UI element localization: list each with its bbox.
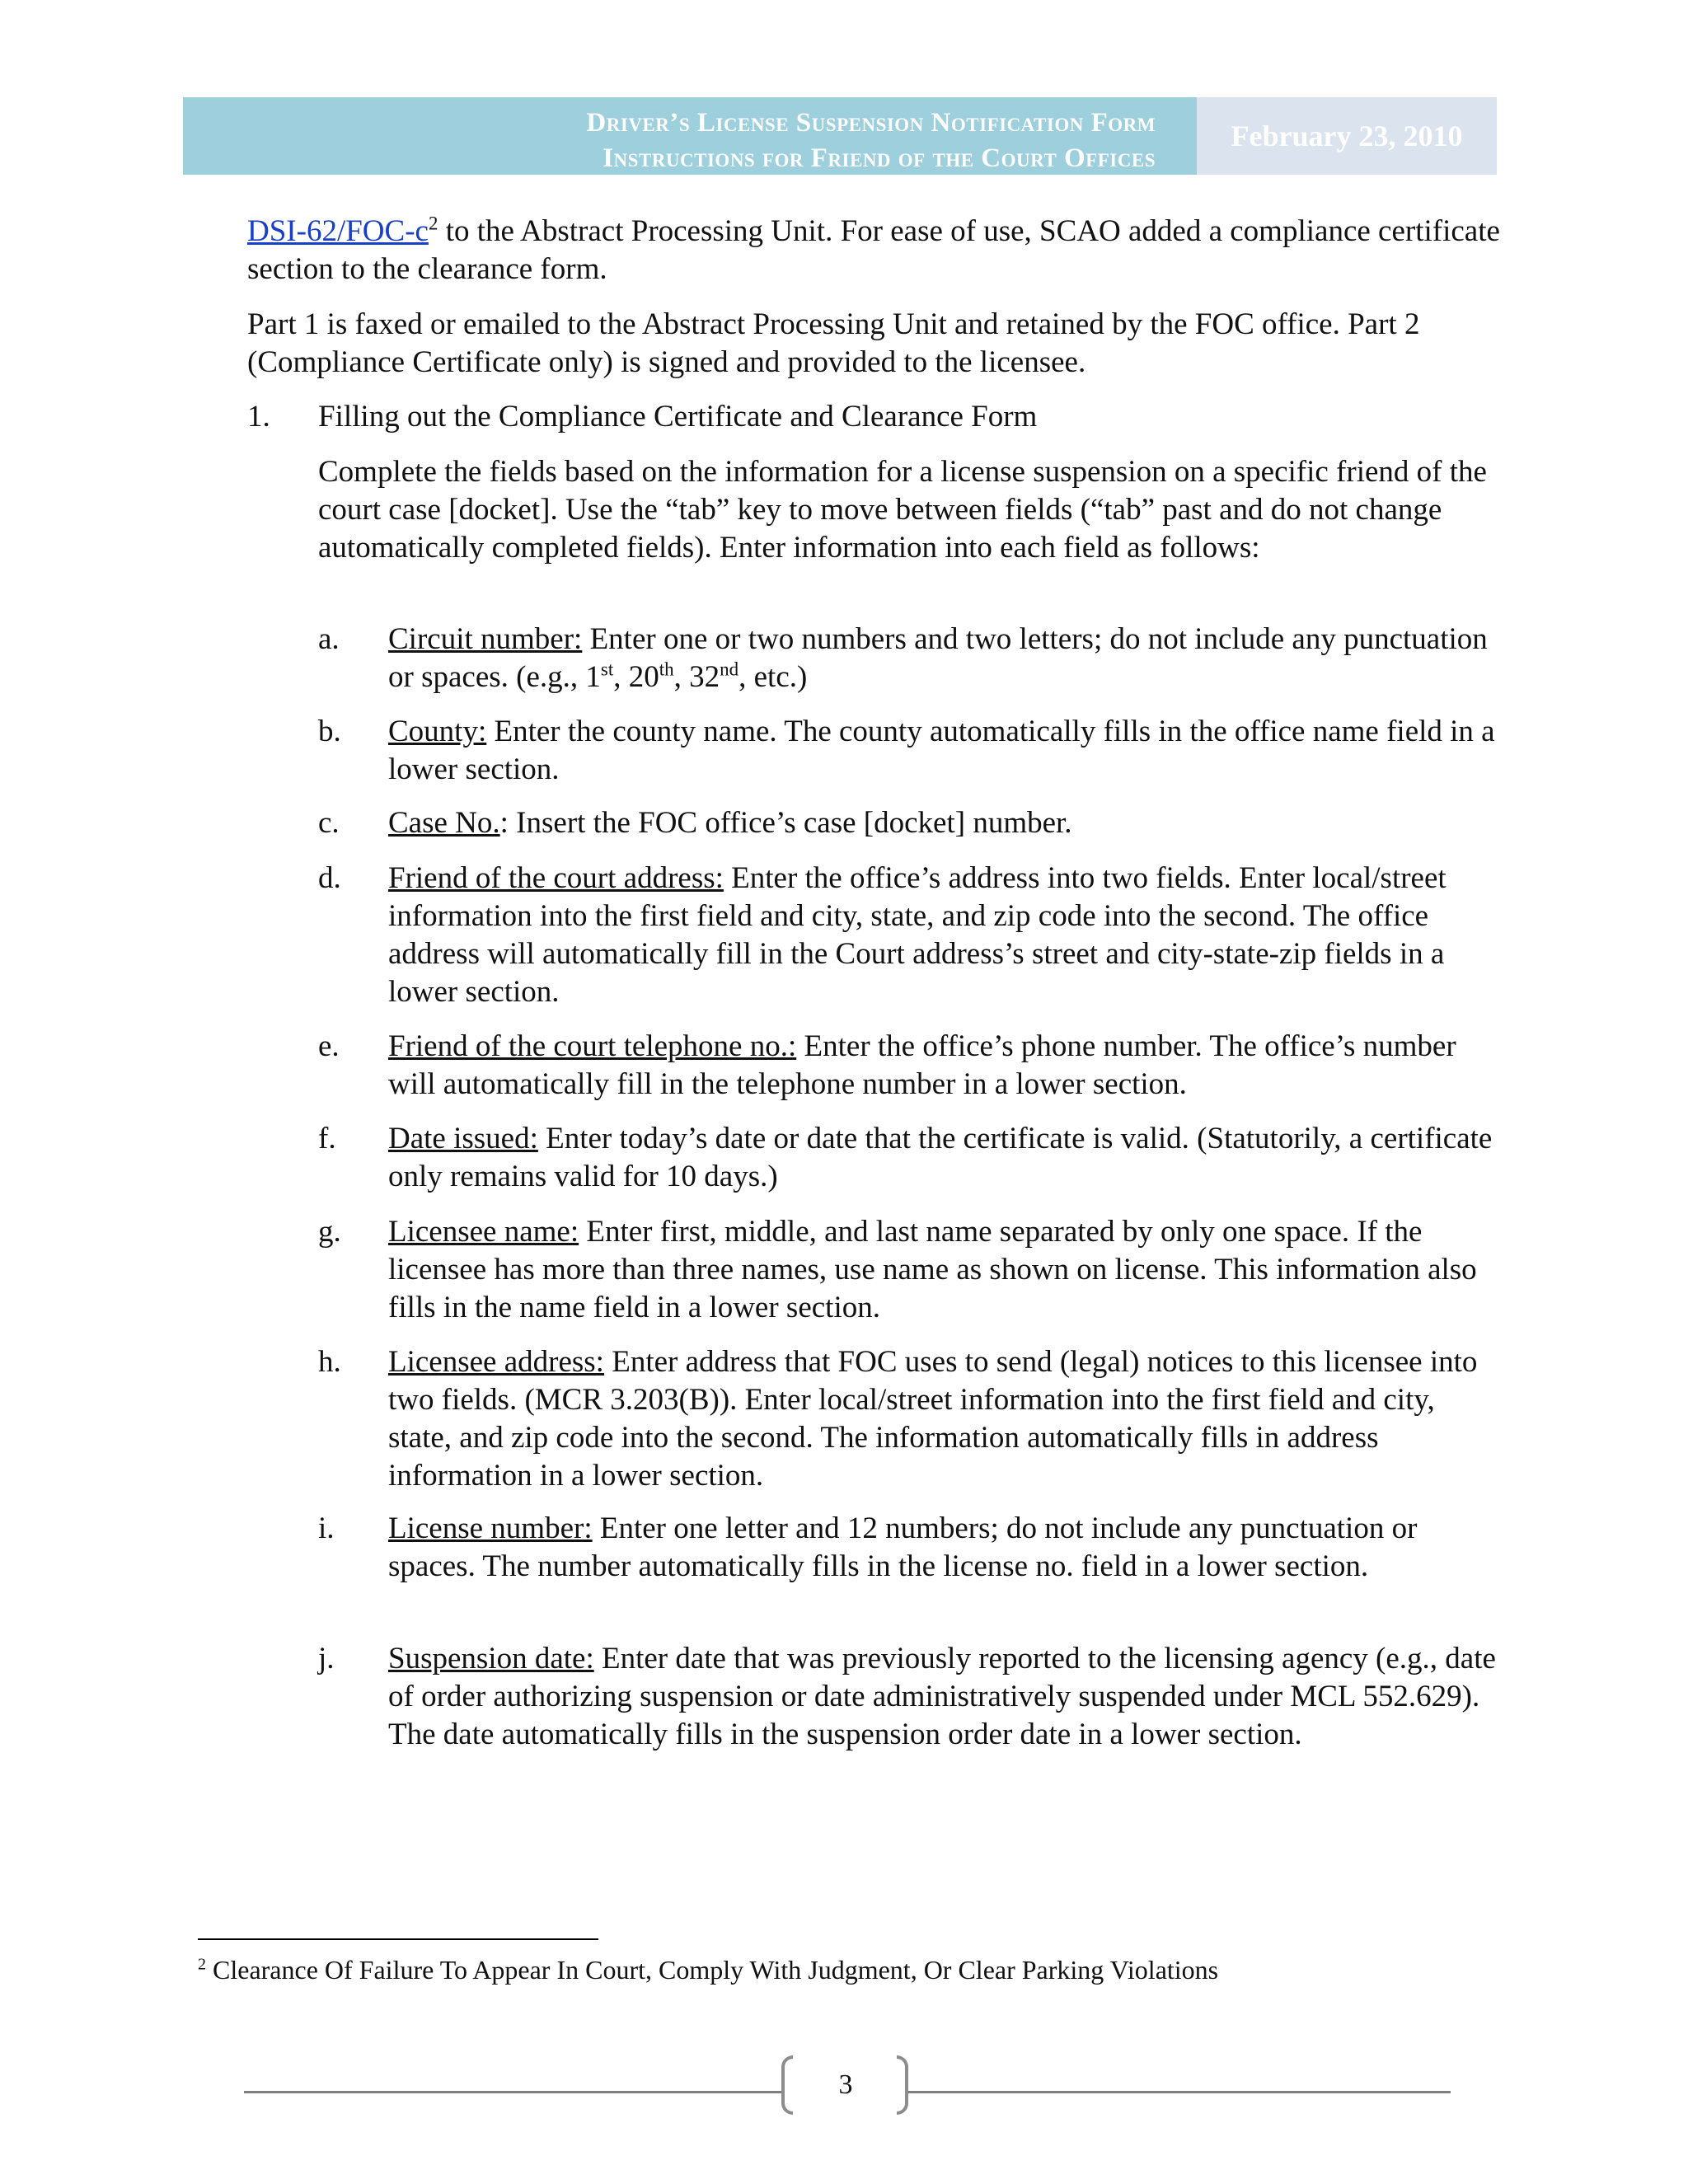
right-brace-decoration [897,2055,908,2115]
item-text: Enter first, middle, and last name separated by only one space. If the licensee has more than three names, use name as shown on license. This information also fills in the name field in a lower section. [388,1215,1477,1324]
section-body: Complete the fields based on the information for a license suspension on a specific friend of the court case [docket]. Use the “tab” key to move between fields (“tab” past and do not change automatically completed fields). Enter information into each field as follows: [318,455,1487,565]
item-letter: d. [318,861,341,895]
item-foc-address [388,860,1501,1011]
item-text: Enter today’s date or date that the certificate is valid. (Statutorily, a certificate only remains valid for 10 days.) [388,1122,1493,1193]
footnote-text: Clearance Of Failure To Appear In Court, Comply With Judgment, Or Clear Parking Violations [206,1955,1219,1985]
footnote-ref: 2 [428,213,438,234]
ordinal-suffix: nd [720,658,739,680]
item-letter: h. [318,1345,341,1379]
item-letter: e. [318,1029,340,1063]
footer-rule-right [908,2091,1451,2093]
item-label: Suspension date: [388,1642,594,1675]
item-text: Enter the office’s phone number. The office’s number will automatically fill in the telephone number in a lower section. [388,1029,1456,1101]
item-circuit-number [388,621,1501,696]
ordinal-suffix: st [600,658,614,680]
item-letter: b. [318,715,341,748]
item-text: Enter the county name. The county automatically fills in the office name field in a lower section. [388,715,1495,786]
item-text: Enter address that FOC uses to send (legal) notices to this licensee into two fields. (MCR 3.203(B)). Enter local/street information into the first field and city, state, and zip code into the second. The information automatically fills in address information in a lower section. [388,1345,1478,1493]
left-brace-decoration [781,2055,793,2115]
item-letter: a. [318,622,340,656]
item-case-no [388,804,1501,842]
parts-paragraph: Part 1 is faxed or emailed to the Abstract Processing Unit and retained by the FOC office. Part 2 (Compliance Certificate only) is signed and provided to the licensee. [247,307,1420,379]
form-link-dsi-62-foc-c[interactable]: DSI-62/FOC-c [247,214,429,248]
header-date: February 23, 2010 [1197,97,1497,175]
item-label: Licensee address: [388,1345,604,1379]
item-text: Enter one or two numbers and two letters; do not include any punctuation or spaces. (e.g., 1 [388,622,1488,694]
header-title-banner [183,97,1197,175]
item-foc-telephone [388,1028,1501,1104]
item-date-issued [388,1120,1501,1196]
item-text: Enter one letter and 12 numbers; do not include any punctuation or spaces. The number automatically fills in the license no. field in a lower section. [388,1511,1418,1583]
item-label: Case No. [388,806,500,840]
item-letter: i. [318,1511,335,1545]
footnote [198,1953,1218,1986]
intro-paragraph [247,213,1504,288]
header-title-line-1: Driver’s License Suspension Notification Form [586,108,1156,138]
footnote-separator [198,1938,598,1940]
item-text: Enter the office’s address into two fields. Enter local/street information into the first field and city, state, and zip code into the second. The office address will automatically fill in the Court address’s street and city-state-zip fields in a lower section. [388,861,1447,1009]
item-county [388,713,1501,789]
intro-text: to the Abstract Processing Unit. For ease of use, SCAO added a compliance certificate section to the clearance form. [247,214,1500,286]
section-number: 1. [247,400,270,434]
item-label: County: [388,715,487,748]
item-text: : Insert the FOC office’s case [docket] number. [499,806,1072,840]
page-number: 3 [838,2069,853,2100]
item-letter: j. [318,1642,335,1675]
item-letter: f. [318,1122,336,1155]
item-suspension-date [388,1640,1501,1754]
item-letter: g. [318,1215,341,1249]
footnote-number: 2 [198,1955,206,1974]
item-letter: c. [318,806,340,840]
item-label: Friend of the court telephone no.: [388,1029,797,1063]
footer-rule-left [244,2091,781,2093]
item-text: , 32 [673,660,720,694]
item-label: Friend of the court address: [388,861,724,895]
item-label: Licensee name: [388,1215,579,1249]
item-license-number [388,1510,1501,1586]
header-title-line-2: Instructions for Friend of the Court Offices [603,143,1156,173]
item-label: Date issued: [388,1122,538,1155]
item-text: , 20 [613,660,659,694]
item-licensee-address [388,1343,1501,1495]
item-label: Circuit number: [388,622,583,656]
section-title: Filling out the Compliance Certificate and Clearance Form [318,400,1038,434]
item-text: , etc.) [738,660,808,694]
item-label: License number: [388,1511,593,1545]
ordinal-suffix: th [659,658,674,680]
item-licensee-name [388,1213,1501,1327]
item-text: Enter date that was previously reported to the licensing agency (e.g., date of order authorizing suspension or date administratively suspended under MCL 552.629). The date automatically fills in the suspension order date in a lower section. [388,1642,1496,1751]
